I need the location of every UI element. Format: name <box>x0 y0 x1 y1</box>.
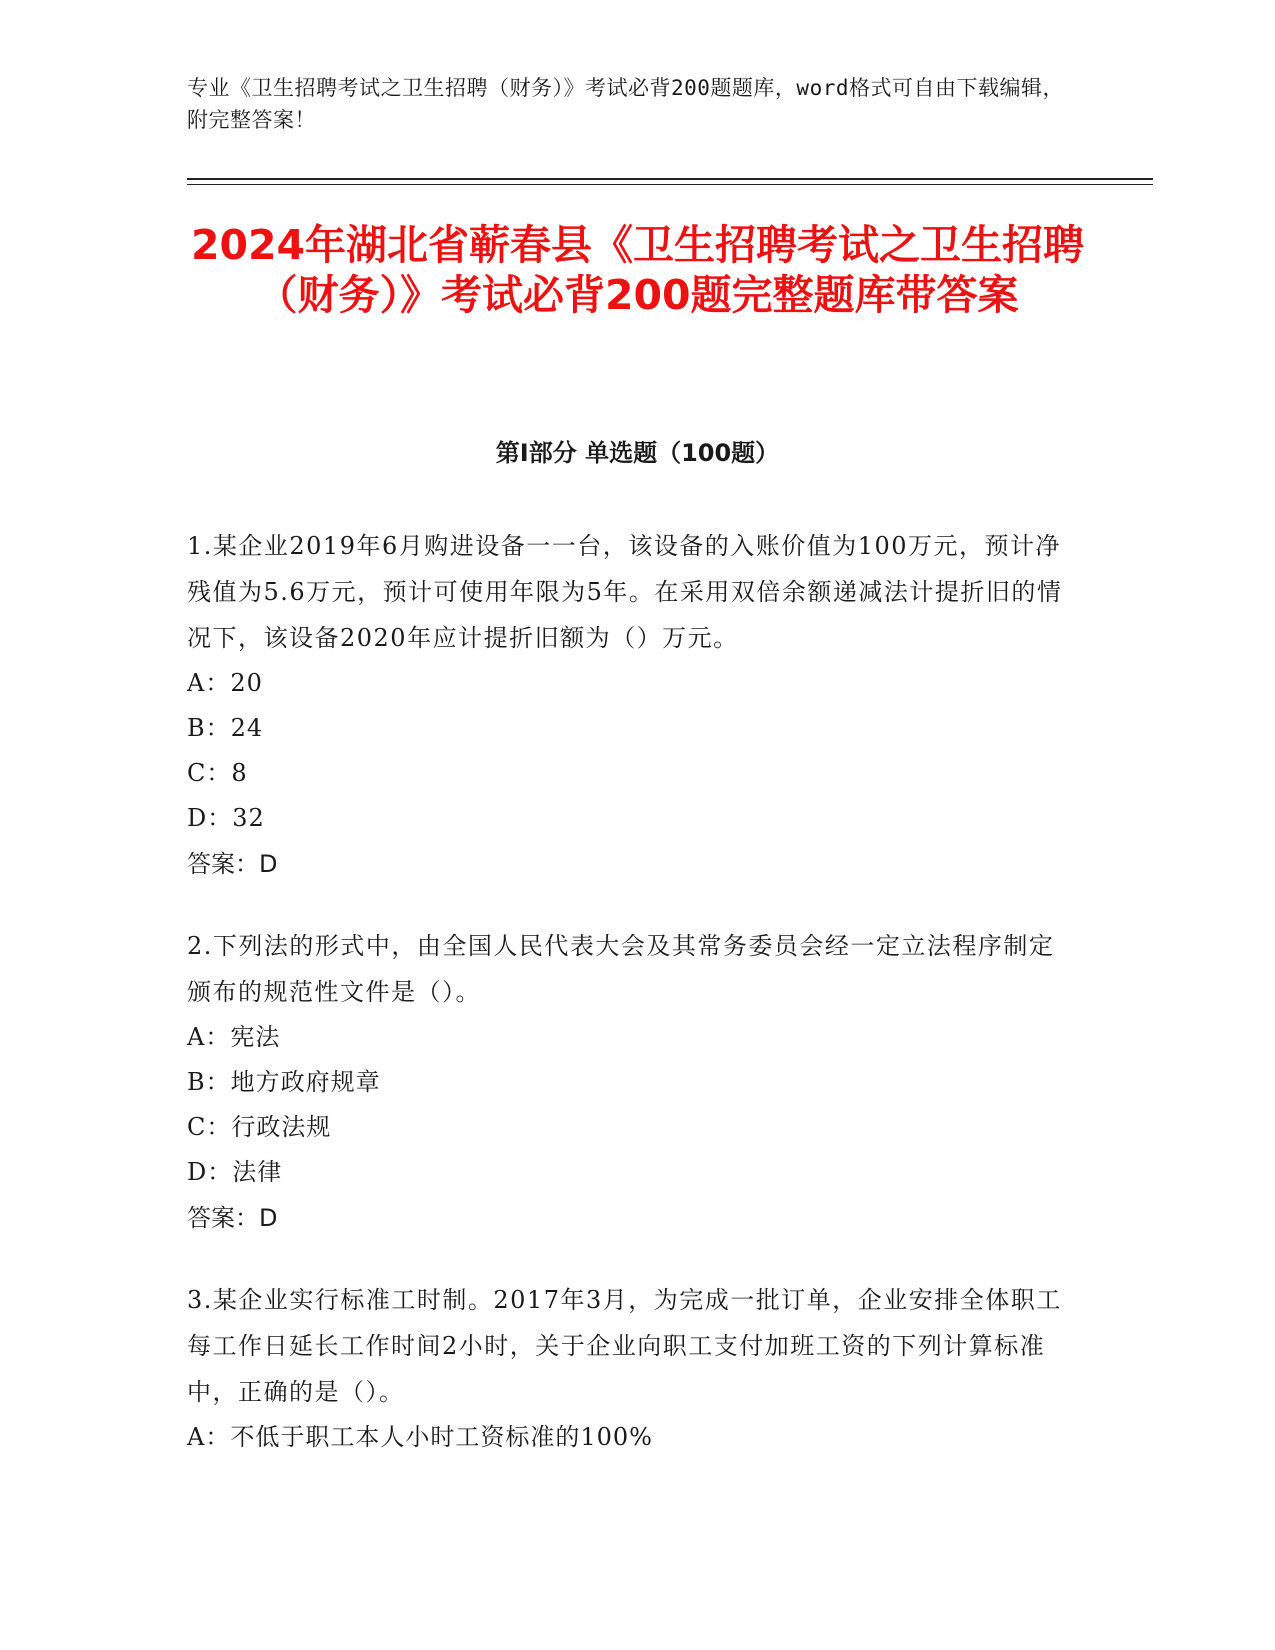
document-title: 2024年湖北省蕲春县《卫生招聘考试之卫生招聘（财务）》考试必背200题完整题库带答案 <box>190 221 1085 319</box>
answer-label: 答案：D <box>187 850 278 878</box>
question-stem: 1.某企业2019年6月购进设备一一台，该设备的入账价值为100万元，预计净残值为5.6万元，预计可使用年限为5年。在采用双倍余额递减法计提折旧的情况下，该设备2020年应计提折旧额为（）万元。 <box>187 532 1063 652</box>
question-3 <box>187 1277 1067 1460</box>
option-a: A：20 <box>187 669 263 697</box>
question-stem: 3.某企业实行标准工时制。2017年3月，为完成一批订单，企业安排全体职工每工作日延长工作时间2小时，关于企业向职工支付加班工资的下列计算标准中，正确的是（）。 <box>187 1286 1062 1406</box>
option-d: D：32 <box>187 804 265 832</box>
answer-label: 答案：D <box>187 1204 278 1232</box>
question-list <box>187 523 1067 1496</box>
question-1 <box>187 523 1067 887</box>
option-b: B：地方政府规章 <box>187 1068 381 1096</box>
option-b: B：24 <box>187 714 264 742</box>
section-title: 第Ⅰ部分 单选题（100题） <box>495 439 780 467</box>
option-c: C：8 <box>187 759 248 787</box>
question-2 <box>187 923 1067 1241</box>
question-stem: 2.下列法的形式中，由全国人民代表大会及其常务委员会经一定立法程序制定颁布的规范性文件是（）。 <box>187 932 1055 1006</box>
option-a: A：宪法 <box>187 1023 281 1051</box>
header-divider-thin <box>187 184 1153 185</box>
header-note: 专业《卫生招聘考试之卫生招聘（财务）》考试必背200题题库，word格式可自由下载编辑，附完整答案！ <box>187 76 1064 132</box>
option-a: A：不低于职工本人小时工资标准的100% <box>187 1423 653 1451</box>
option-d: D：法律 <box>187 1158 283 1186</box>
option-c: C：行政法规 <box>187 1113 332 1141</box>
header-divider-thick <box>187 178 1153 180</box>
